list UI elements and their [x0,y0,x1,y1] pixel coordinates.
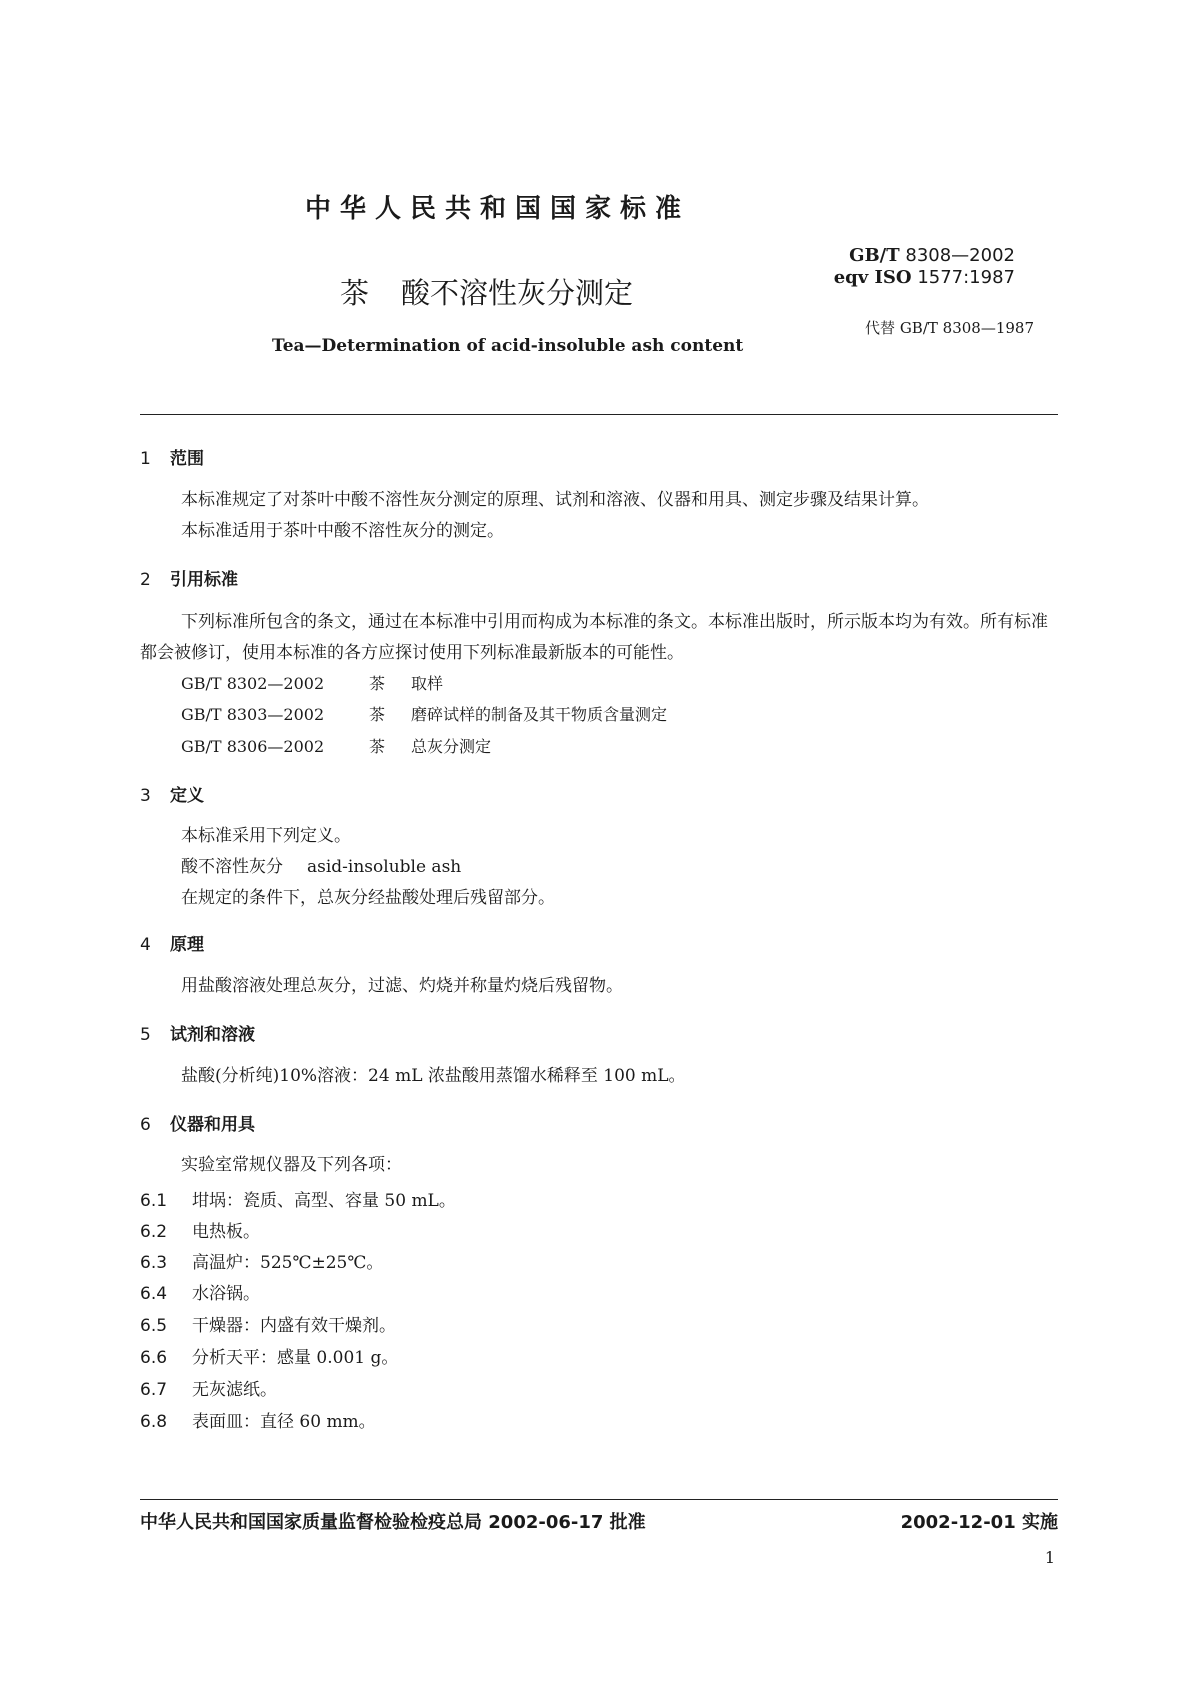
item-text: 表面皿：直径 60 mm。 [192,1412,376,1432]
section-title: 引用标准 [170,570,238,590]
apparatus-item [140,1407,376,1432]
section-number: 2 [140,570,151,590]
item-number: 6.7 [140,1380,168,1400]
scope-paragraph-1: 本标准规定了对茶叶中酸不溶性灰分测定的原理、试剂和溶液、仪器和用具、测定步骤及结果计算。 [181,490,929,510]
item-number: 6.3 [140,1253,168,1273]
section-number: 4 [140,935,151,955]
reference-code: GB/T 8303—2002 [181,705,325,724]
section-title: 原理 [170,935,204,955]
definition-term [181,852,461,883]
apparatus-item [140,1311,396,1336]
equivalent-prefix: eqv ISO [833,267,912,288]
title-subject: 茶 [340,276,370,310]
standard-code [834,245,1015,267]
section-heading-3 [140,781,204,806]
reference-title: 取样 [411,674,444,693]
footer-divider [140,1499,1058,1500]
apparatus-item [140,1279,260,1304]
effective-date: 2002-12-01 实施 [900,1512,1058,1533]
section-heading-4 [140,930,204,955]
item-number: 6.8 [140,1412,168,1432]
header-divider [140,414,1058,415]
item-text: 分析天平：感量 0.001 g。 [192,1348,399,1368]
section-heading-2 [140,565,238,590]
definitions-intro: 本标准采用下列定义。 [181,826,351,846]
section-number: 1 [140,449,151,469]
standard-code-number: 8308—2002 [905,245,1015,266]
section-number: 5 [140,1025,151,1045]
reference-item [181,702,667,725]
reference-subject: 茶 [369,737,386,756]
standard-code-prefix: GB/T [849,245,900,266]
equivalent-number: 1577:1987 [917,267,1015,288]
reference-item [181,671,443,694]
national-standard-heading: 中华人民共和国国家标准 [305,194,691,224]
page-number: 1 [1044,1548,1055,1567]
section-heading-6 [140,1110,255,1135]
apparatus-item [140,1343,398,1368]
apparatus-item [140,1375,277,1400]
item-number: 6.4 [140,1284,168,1304]
references-intro: 下列标准所包含的条文，通过在本标准中引用而构成为本标准的条文。本标准出版时，所示版本均为有效。所有标准都会被修订，使用本标准的各方应探讨使用下列标准最新版本的可能性。 [140,612,1048,663]
item-text: 高温炉：525℃±25℃。 [192,1253,384,1273]
section-title: 试剂和溶液 [170,1025,255,1045]
scope-paragraph-2: 本标准适用于茶叶中酸不溶性灰分的测定。 [181,521,504,541]
item-text: 水浴锅。 [192,1284,260,1304]
document-title [340,271,633,312]
principle-text: 用盐酸溶液处理总灰分，过滤、灼烧并称量灼烧后残留物。 [181,976,623,996]
item-text: 干燥器：内盛有效干燥剂。 [192,1316,396,1336]
section-heading-1 [140,444,204,469]
item-number: 6.1 [140,1191,168,1211]
apparatus-item [140,1186,456,1211]
item-number: 6.5 [140,1316,168,1336]
reagents-text: 盐酸(分析纯)10%溶液：24 mL 浓盐酸用蒸馏水稀释至 100 mL。 [181,1066,686,1086]
reference-subject: 茶 [369,705,386,724]
reference-item [181,734,491,757]
item-text: 坩埚：瓷质、高型、容量 50 mL。 [192,1191,456,1211]
section-heading-5 [140,1020,255,1045]
title-topic: 酸不溶性灰分测定 [401,276,634,310]
apparatus-item [140,1248,383,1273]
equivalent-standard [834,267,1015,289]
reference-subject: 茶 [369,674,386,693]
section-title: 仪器和用具 [170,1115,255,1135]
apparatus-intro: 实验室常规仪器及下列各项： [181,1155,402,1175]
definition-text: 在规定的条件下，总灰分经盐酸处理后残留部分。 [181,888,555,908]
item-text: 电热板。 [192,1222,260,1242]
document-title-english: Tea—Determination of acid-insoluble ash content [272,336,744,356]
section-title: 范围 [170,449,204,469]
item-number: 6.2 [140,1222,168,1242]
approval-line: 中华人民共和国国家质量监督检验检疫总局 2002-06-17 批准 [140,1512,646,1533]
term-english: asid-insoluble ash [307,857,462,877]
apparatus-item [140,1217,260,1242]
section-title: 定义 [170,786,204,806]
replaced-standard: 代替 GB/T 8308—1987 [865,319,1034,337]
section-number: 3 [140,786,151,806]
standard-code-block [834,245,1015,289]
term-chinese: 酸不溶性灰分 [181,857,283,877]
section-number: 6 [140,1115,151,1135]
reference-code: GB/T 8302—2002 [181,674,325,693]
reference-title: 磨碎试样的制备及其干物质含量测定 [411,705,668,724]
item-number: 6.6 [140,1348,168,1368]
item-text: 无灰滤纸。 [192,1380,277,1400]
reference-code: GB/T 8306—2002 [181,737,325,756]
reference-title: 总灰分测定 [411,737,492,756]
